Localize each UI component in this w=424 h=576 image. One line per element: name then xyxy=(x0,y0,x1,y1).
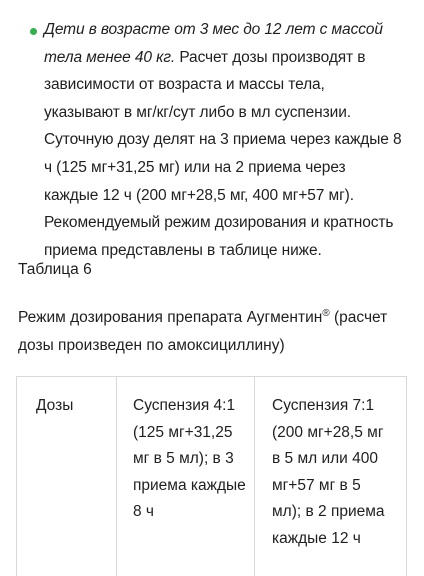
table-header-cell-suspension-7-1: Суспензия 7:1 (200 мг+28,5 мг в 5 мл или 400 мг+57 мг в 5 мл); в 2 приема каждые 12 ч xyxy=(254,377,406,576)
table-header-cell-suspension-4-1: Суспензия 4:1 (125 мг+31,25 мг в 5 мл); в 3 приема каждые 8 ч xyxy=(116,377,254,576)
registered-mark: ® xyxy=(322,308,330,319)
bullet-paragraph xyxy=(44,16,404,264)
table-title xyxy=(18,304,410,359)
dosage-table xyxy=(16,376,407,576)
dosage-bullet-item xyxy=(24,16,404,264)
table-header-cell-doses: Дозы xyxy=(36,397,74,414)
bullet-marker xyxy=(30,28,37,35)
bullet-emphasis: Дети в возрасте от 3 мес до 12 лет с массой тела менее 40 кг. xyxy=(44,21,383,66)
bullet-body: Расчет дозы производят в зависимости от возраста и массы тела, указывают в мг/кг/сут либо в мл суспензии. Суточную дозу делят на 3 приема через каждые 8 ч (125 мг+31,25 мг) или на 2 приема через каждые 12 ч (200 мг+28,5 мг, 400 мг+57 мг). Рекомендуемый режим дозирования и кратность приема представлены в таблице ниже. xyxy=(44,48,402,259)
table-title-rest: (расчет дозы произведен по амоксициллину) xyxy=(18,309,388,354)
table-number-label: Таблица 6 xyxy=(18,261,92,278)
table-title-main: Режим дозирования препарата Аугментин xyxy=(18,309,323,326)
